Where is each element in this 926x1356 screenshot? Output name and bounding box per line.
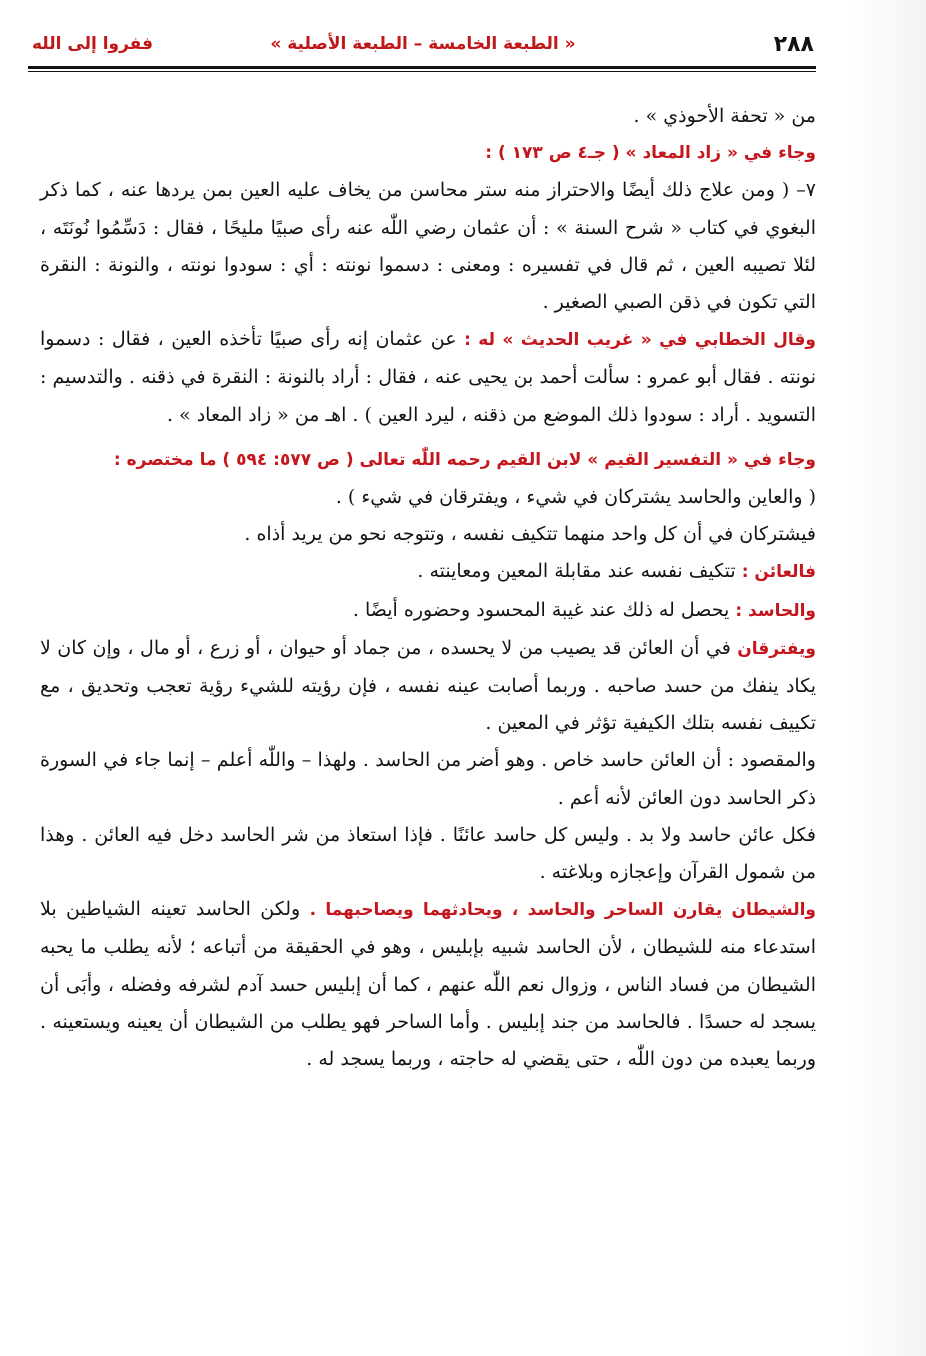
paragraph-4: ( والعاين والحاسد يشتركان في شيء ، ويفترقان في شيء ) . xyxy=(335,486,816,509)
paragraph-3-text: عن عثمان إنه رأى صبيًا تأخذه العين ، فقال : دسموا نونته . فقال أبو عمرو : سألت أحمد بن يحيى عنه ، فقال : أراد بالنونة : النقرة في ذقنه . والتدسيم : التسويد . أراد : سودوا ذلك الموضع من ذقنه ، ليرد العين ) . اهـ من « زاد المعاد » . xyxy=(40,328,816,426)
edition-label: « الطبعة الخامسة – الطبعة الأصلية » xyxy=(270,34,576,54)
paragraph-3-lead: وقال الخطابي في « غريب الحديث » له : xyxy=(464,330,816,351)
paragraph-2: ٧– ( ومن علاج ذلك أيضًا والاحتراز منه ستر محاسن من يخاف عليه العين بمن يردها عنه ، كما ذكر البغوي في كتاب « شرح السنة » : أن عثمان رضي اللّٰه عنه رأى صبيًا مليحًا ، فقال : دَسِّمُوا نُونَتَه ، لئلا تصيبه العين ، ثم قال في تفسيره : ومعنى : دسموا نونته : أي : سودوا نونته ، والنونة : النقرة التي تكون في ذقن الصبي الصغير . xyxy=(40,179,816,314)
paragraph-8-lead: ويفترقان xyxy=(737,638,816,659)
paragraph-6-text: تتكيف نفسه عند مقابلة المعين ومعاينته . xyxy=(417,560,742,583)
paragraph-7-lead: والحاسد : xyxy=(735,600,816,621)
paragraph-1: من « تحفة الأحوذي » . xyxy=(633,105,816,127)
paragraph-8-text: في أن العائن قد يصيب من لا يحسده ، من جماد أو حيوان ، أو زرع ، أو مال ، وإن كان لا يكاد ينفك من حسد صاحبه . وربما أصابت عينه نفسه ، فإن رؤيته للشيء رؤية تعجب وتحديق ، مع تكييف نفسه بتلك الكيفية تؤثر في المعين . xyxy=(40,636,816,735)
section-heading-zad: وجاء في « زاد المعاد » ( جـ٤ ص ١٧٣ ) : xyxy=(485,143,816,164)
paragraph-10: فكل عائن حاسد ولا بد . وليس كل حاسد عائنًا . فإذا استعاذ من شر الحاسد دخل فيه العائن . وهذا من شمول القرآن وإعجازه وبلاغته . xyxy=(40,823,816,884)
paragraph-11-lead: والشيطان يقارن الساحر والحاسد ، ويحادثهما ويصاحبهما . xyxy=(309,900,816,921)
paragraph-5: فيشتركان في أن كل واحد منهما تتكيف نفسه ، وتتوجه نحو من يريد أذاه . xyxy=(244,523,816,546)
page-number: ٢٨٨ xyxy=(773,32,814,57)
paragraph-6 xyxy=(40,553,816,591)
book-title: ففروا إلى الله xyxy=(32,34,154,54)
paragraph-7 xyxy=(40,592,816,630)
page-body xyxy=(40,98,816,1078)
running-header xyxy=(32,30,814,64)
header-rule-thick xyxy=(28,66,816,69)
paragraph-7-text: يحصل له ذلك عند غيبة المحسود وحضوره أيضًا . xyxy=(352,598,736,621)
page-binding-shadow xyxy=(846,0,926,1356)
paragraph-9: والمقصود : أن العائن حاسد خاص . وهو أضر من الحاسد . ولهذا – واللّٰه أعلم – إنما جاء في السورة ذكر الحاسد دون العائن لأنه أعم . xyxy=(40,749,816,809)
paragraph-6-lead: فالعائن : xyxy=(741,562,816,583)
paragraph-11 xyxy=(40,891,816,1078)
paragraph-3 xyxy=(40,321,816,434)
header-rule-thin xyxy=(28,71,816,72)
section-heading-tafsir: وجاء في « التفسير القيم » لابن القيم رحمه اللّٰه تعالى ( ص ٥٧٧: ٥٩٤ ) ما مختصره : xyxy=(113,449,816,470)
paragraph-8 xyxy=(40,630,816,743)
paragraph-11-text: ولكن الحاسد تعينه الشياطين بلا استدعاء منه للشيطان ، لأن الحاسد شبيه بإبليس ، وهو في الحقيقة من أتباعه ؛ لأنه يطلب ما يحبه الشيطان من فساد الناس ، وزوال نعم اللّٰه عنهم ، كما أن إبليس حسد آدم لشرفه وفضله ، وأبَى أن يسجد له حسدًا . فالحاسد من جند إبليس . وأما الساحر فهو يطلب من الشيطان أن يعينه ويستعينه . وربما يعبده من دون اللّٰه ، حتى يقضي له حاجته ، وربما يسجد له . xyxy=(40,898,816,1071)
